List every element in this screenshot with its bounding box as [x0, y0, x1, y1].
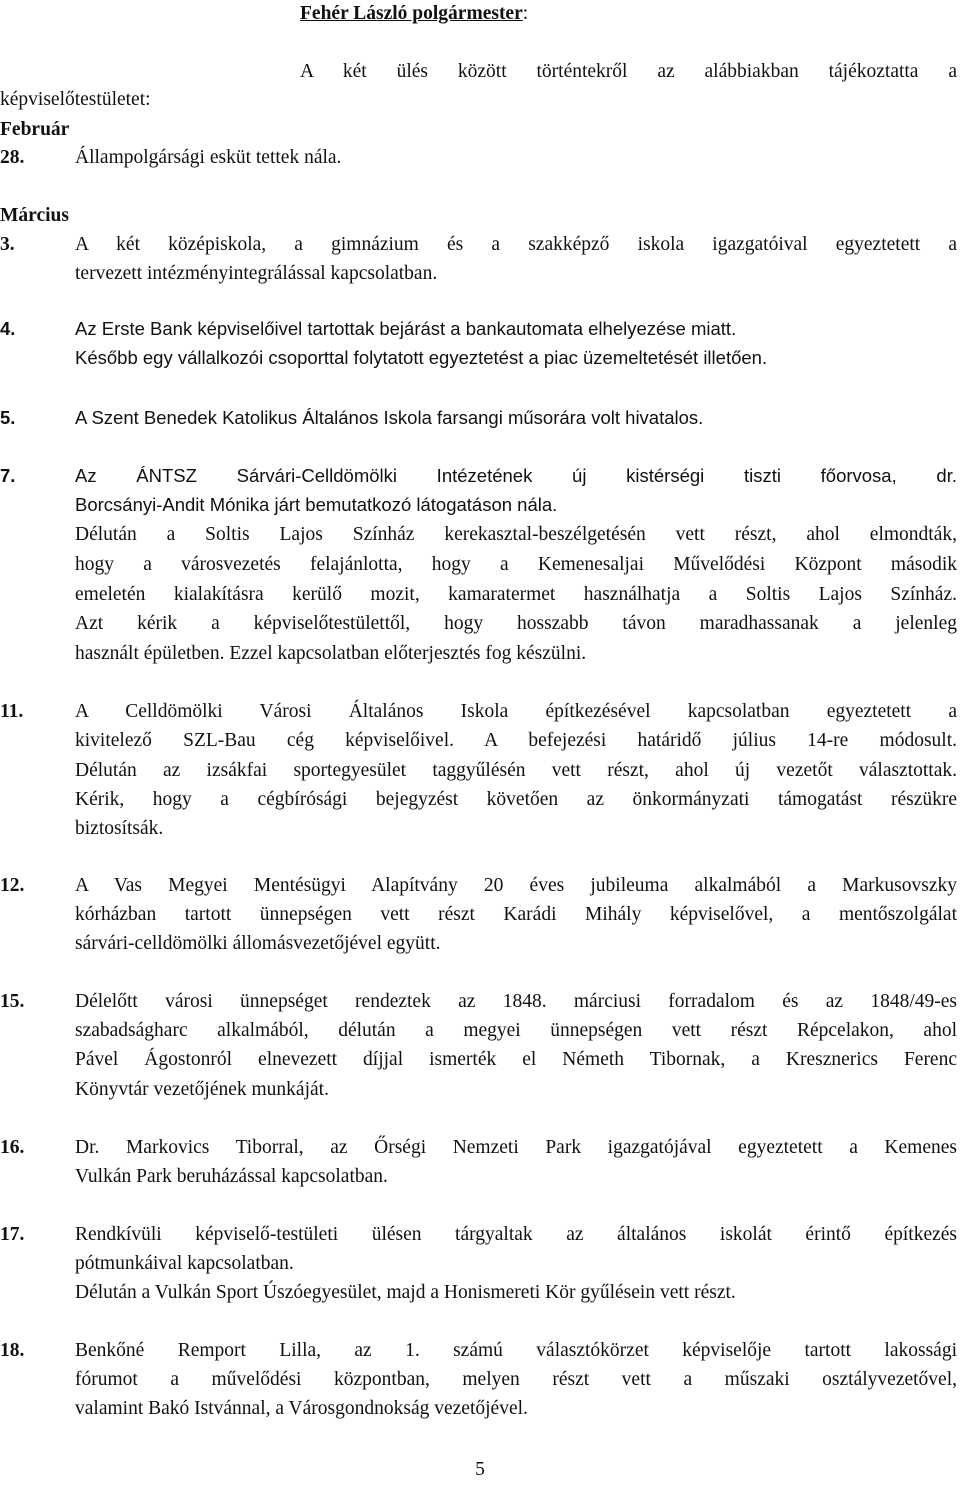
speaker-heading — [300, 4, 528, 24]
entry-line: Borcsányi-Andit Mónika járt bemutatkozó látogatáson nála. — [75, 494, 558, 515]
entry-line: A Szent Benedek Katolikus Általános Iskola farsangi műsorára volt hivatalos. — [75, 407, 704, 428]
entry-line: tervezett intézményintegrálással kapcsolatban. — [75, 263, 438, 284]
entry-line: Benkőné Remport Lilla, az 1. számú választókörzet képviselője tartott lakossági — [75, 1340, 957, 1361]
entry-line: kivitelező SZL-Bau cég képviselőivel. A befejezési határidő július 14-re módosult. — [75, 730, 957, 751]
entry-number: 5. — [0, 407, 16, 428]
entry-line: hogy a városvezetés felajánlotta, hogy a Kemenesaljai Művelődési Központ második — [75, 554, 957, 575]
entry-line: szabadságharc alkalmából, délután a megyei ünnepségen vett részt Répcelakon, ahol — [75, 1020, 957, 1041]
entry-line: Az Erste Bank képviselőivel tartottak bejárást a bankautomata elhelyezése miatt. — [75, 318, 737, 339]
entry-line: Azt kérik a képviselőtestülettől, hogy hosszabb távon maradhassanak a jelenleg — [75, 613, 957, 634]
entry-line: A Vas Megyei Mentésügyi Alapítvány 20 éves jubileuma alkalmából a Markusovszky — [75, 875, 957, 896]
entry-line: A Celldömölki Városi Általános Iskola építkezésével kapcsolatban egyeztetett a — [75, 701, 957, 722]
entry-line: Vulkán Park beruházással kapcsolatban. — [75, 1166, 388, 1187]
entry-line: sárvári-celldömölki állomásvezetőjével együtt. — [75, 933, 441, 954]
entry-line: Később egy vállalkozói csoporttal folytatott egyeztetést a piac üzemeltetését illetően. — [75, 347, 768, 368]
entry-line: valamint Bakó Istvánnal, a Városgondnokság vezetőjével. — [75, 1398, 528, 1419]
entry-line: fórumot a művelődési központban, melyen részt vett a műszaki osztályvezetővel, — [75, 1369, 957, 1390]
intro-line-1: A két ülés között történtekről az alábbiakban tájékoztatta a — [300, 61, 957, 82]
entry-line: Délután a Vulkán Sport Úszóegyesület, majd a Honismereti Kör gyűlésein vett részt. — [75, 1282, 736, 1303]
entry-line: Könyvtár vezetőjének munkáját. — [75, 1079, 329, 1100]
entry-line: Pável Ágostonról elnevezett díjjal ismerték el Németh Tibornak, a Kresznerics Ferenc — [75, 1049, 957, 1070]
entry-number: 4. — [0, 318, 16, 339]
intro-line-2: képviselőtestületet: — [0, 89, 151, 110]
entry-line: Délután a Soltis Lajos Színház kerekasztal-beszélgetésén vett részt, ahol elmondták, — [75, 524, 957, 545]
entry-line: kórházban tartott ünnepségen vett részt Karádi Mihály képviselővel, a mentőszolgálat — [75, 904, 957, 925]
entry-line: Rendkívüli képviselő-testületi ülésen tárgyaltak az általános iskolát érintő építkezés — [75, 1224, 957, 1245]
entry-line: Dr. Markovics Tiborral, az Őrségi Nemzeti Park igazgatójával egyeztetett a Kemenes — [75, 1137, 957, 1158]
entry-number: 3. — [0, 234, 15, 255]
entry-number: 11. — [0, 701, 24, 722]
entry-number: 15. — [0, 991, 25, 1012]
page-number: 5 — [475, 1459, 485, 1480]
entry-line: Állampolgársági esküt tettek nála. — [75, 147, 342, 168]
speaker-name: Fehér László polgármester — [300, 3, 523, 24]
month-heading-february: Február — [0, 119, 70, 140]
entry-line: pótmunkáival kapcsolatban. — [75, 1253, 294, 1274]
speaker-suffix: : — [522, 3, 529, 24]
entry-line: Délután az izsákfai sportegyesület taggyűlésén vett részt, ahol új vezetőt választottak. — [75, 760, 957, 781]
entry-number: 16. — [0, 1137, 25, 1158]
entry-line: használt épületben. Ezzel kapcsolatban előterjesztés fog készülni. — [75, 643, 587, 664]
entry-line: Az ÁNTSZ Sárvári-Celldömölki Intézetének új kistérségi tiszti főorvosa, dr. — [75, 465, 957, 486]
entry-number: 12. — [0, 875, 25, 896]
entry-line: Kérik, hogy a cégbírósági bejegyzést követően az önkormányzati támogatást részükre — [75, 789, 957, 810]
entry-number: 17. — [0, 1224, 25, 1245]
entry-line: biztosítsák. — [75, 818, 164, 839]
entry-number: 28. — [0, 147, 25, 168]
entry-line: A két középiskola, a gimnázium és a szakképző iskola igazgatóival egyeztetett a — [75, 234, 957, 255]
entry-line: Délelőtt városi ünnepséget rendeztek az 1848. márciusi forradalom és az 1848/49-es — [75, 991, 957, 1012]
entry-line: emeletén kialakításra kerülő mozit, kamaratermet használhatja a Soltis Lajos Színház. — [75, 584, 957, 605]
entry-number: 7. — [0, 465, 16, 486]
month-heading-march: Március — [0, 205, 69, 226]
entry-number: 18. — [0, 1340, 25, 1361]
